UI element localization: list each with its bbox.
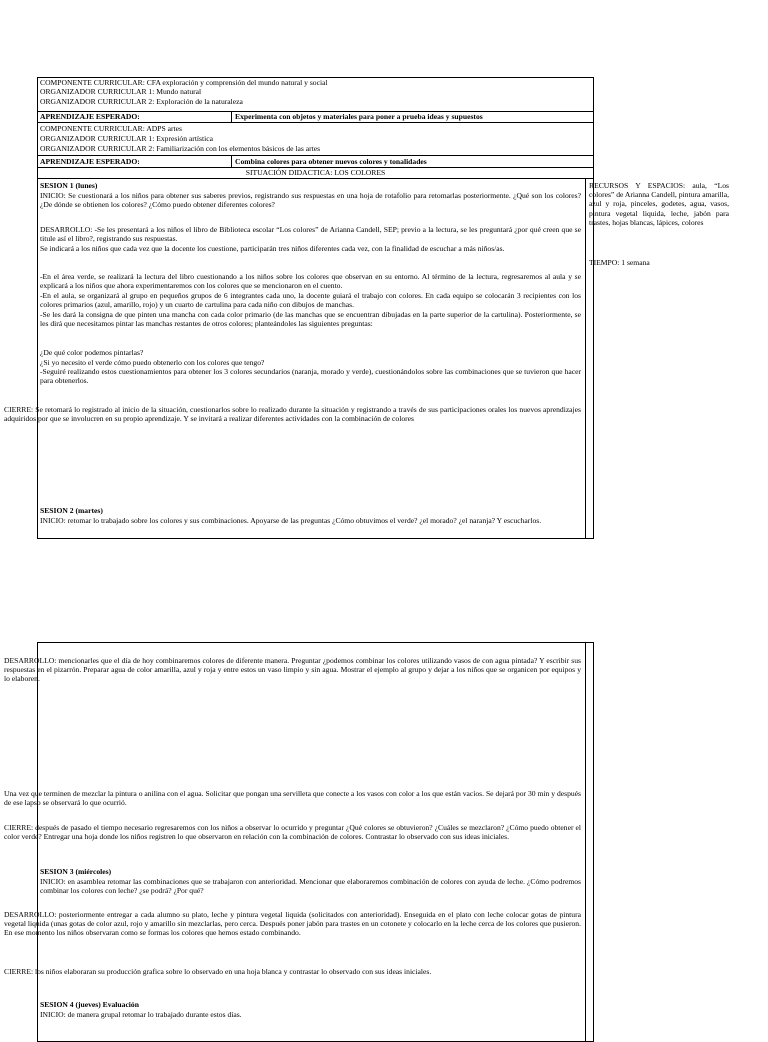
planning-table-page2 <box>37 642 594 1042</box>
sesion-4-title: SESION 4 (jueves) Evaluación <box>40 1000 139 1009</box>
sesion-1-desarrollo: DESARROLLO: -Se les presentará a los niños el libro de Biblioteca escolar “Los colores” de Arianna Candell, SEP; previo a la lectura, se les preguntará ¿por qué creen que se titule así el libro?, registrando sus respuestas. <box>40 225 581 244</box>
sesion-3-cierre: CIERRE: los niños elaboraran su producción grafica sobre lo observado en una hoja blanca y contrastar lo observado con sus ideas iniciales. <box>4 967 432 976</box>
sesion-1-inicio: INICIO: Se cuestionará a los niños para obtener sus saberes previos, registrando sus respuestas en una hoja de rotafolio para retomarlas posteriormente. ¿Qué son los colores? ¿De dónde se obtienen los colores? ¿Cómo puedo obtener diferentes colores? <box>40 191 581 210</box>
componente-curricular-2: COMPONENTE CURRICULAR: ADPS artes <box>40 124 182 133</box>
sesion-3-desarrollo: DESARROLLO: posteriormente entregar a cada alumno su plato, leche y pintura vegetal liquida (solicitados con anterioridad). Enseguida en el plato con leche colocar gotas de pintura vegetal liquida (unas gotas de color azul, rojo y amarillo sin mezclarlas, pero cerca. Después poner jabón para trastes en un cotonete y colocarlo en la leche cerca de los colores que pusieron. En ese momento los niños observaran como se formas los colores que hemos estado combinando. <box>4 910 581 938</box>
divider <box>37 122 594 123</box>
sesion-3-title: SESION 3 (miércoles) <box>40 867 112 876</box>
aprendizaje-label-1: APRENDIZAJE ESPERADO: <box>40 112 140 121</box>
sesion-1-desarrollo-6: -Seguiré realizando estos cuestionamientos para obtener los 3 colores secundarios (naranja, morado y verde), cuestionándolos sobre las combinaciones que se tuvieron que hacer para obtenerlos. <box>40 367 581 386</box>
organizador-2a: ORGANIZADOR CURRICULAR 1: Expresión artística <box>40 134 213 143</box>
tiempo: TIEMPO: 1 semana <box>589 258 650 267</box>
sesion-2-una-vez: Una vez que terminen de mezclar la pintura o anilina con el agua. Solicitar que pongan una servilleta que conecte a los vasos con color a los que están vacíos. Se dejará por 30 min y después de ese lapso se observará lo que ocurrió. <box>4 789 581 808</box>
sesion-2-inicio: INICIO: retomar lo trabajado sobre los colores y sus combinaciones. Apoyarse de las preguntas ¿Cómo obtuvimos el verde? ¿el morado? ¿el naranja? Y escucharlos. <box>40 516 542 525</box>
aprendizaje-label-2: APRENDIZAJE ESPERADO: <box>40 157 140 166</box>
organizador-1b: ORGANIZADOR CURRICULAR 2: Exploración de la naturaleza <box>40 97 243 106</box>
sesion-1-cierre: CIERRE: Se retomará lo registrado al inicio de la situación, cuestionarlos sobre lo realizado durante la situación y registrando a través de sus participaciones orales los nuevos aprendizajes adquiridos por que se involucren en su propio aprendizaje. Y se invitará a realizar diferentes actividades con la combinación de colores <box>4 405 581 424</box>
divider <box>37 178 594 179</box>
organizador-1a: ORGANIZADOR CURRICULAR 1: Mundo natural <box>40 87 202 96</box>
sesion-1-desarrollo-5: -Se les dará la consigna de que pinten una mancha con cada color primario (de las manchas que se encuentran dibujadas en la parte superior de la cartulina). Posteriormente, se les dirá que necesitamos pintar las manchas restantes de otros colores; planteándoles las siguientes preguntas: <box>40 310 581 329</box>
sesion-1-desarrollo-3: -En el área verde, se realizará la lectura del libro cuestionando a los niños sobre los colores que observan en su entorno. Al término de la lectura, regresaremos al aula y se explicará a los niños que ahora experimentaremos con los colores que se mencionaron en el cuento. <box>40 272 581 291</box>
divider <box>585 178 586 539</box>
question-2: ¿Si yo necesito el verde cómo puedo obtenerlo con los colores que tengo? <box>40 358 265 367</box>
sesion-3-inicio: INICIO: en asamblea retomar las combinaciones que se trabajaron con anterioridad. Mencionar que elaboraremos combinación de colores con ayuda de leche. ¿Cómo podremos combinar los colores con leche? ¿se podrá? ¿Por qué? <box>40 877 581 896</box>
recursos-y-espacios: RECURSOS Y ESPACIOS: aula, “Los colores” de Arianna Candell, pintura amarilla, azul y roja, pinceles, godetes, agua, vasos, pintura vegetal liquida, leche, jabón para trastes, hojas blancas, lápices, colores <box>589 181 729 227</box>
situacion-didactica-title: SITUACIÓN DIDACTICA: LOS COLORES <box>245 168 386 177</box>
sesion-1-desarrollo-2: Se indicará a los niños que cada vez que la docente los cuestione, participarán tres niños diferentes cada vez, con la finalidad de escuchar a más niños/as. <box>40 244 505 253</box>
sesion-4-inicio: INICIO: de manera grupal retomar lo trabajado durante estos días. <box>40 1010 242 1019</box>
sesion-2-cierre: CIERRE: después de pasado el tiempo necesario regresaremos con los niños a observar lo ocurrido y preguntar ¿Qué colores se obtuvieron? ¿Cuáles se mezclaron? ¿Cómo puedo obtener el color verde? Entregar una hoja donde los niños registren lo que observaron en relación con la combinación de colores. Contrastar lo observado con sus ideas iniciales. <box>4 823 581 842</box>
divider <box>231 111 232 122</box>
componente-curricular-1: COMPONENTE CURRICULAR: CFA exploración y comprensión del mundo natural y social <box>40 78 328 87</box>
divider <box>231 155 232 167</box>
sesion-1-desarrollo-4: -En el aula, se organizará al grupo en pequeños grupos de 6 integrantes cada uno, la docente guiará el trabajo con colores. En cada equipo se colocarán 3 recipientes con los colores primarios (azul, amarillo, rojo) y un cuarto de cartulina para cada niño con dibujos de manchas. <box>40 291 581 310</box>
divider <box>585 642 586 1042</box>
question-1: ¿De qué color podemos pintarlas? <box>40 348 144 357</box>
organizador-2b: ORGANIZADOR CURRICULAR 2: Familiarización con los elementos básicos de las artes <box>40 144 321 153</box>
aprendizaje-esperado-1: Experimenta con objetos y materiales para poner a prueba ideas y supuestos <box>235 112 483 121</box>
aprendizaje-esperado-2: Combina colores para obtener nuevos colores y tonalidades <box>235 157 427 166</box>
sesion-2-desarrollo: DESARROLLO: mencionarles que el día de hoy combinaremos colores de diferente manera. Preguntar ¿podemos combinar los colores utilizando vasos de con agua pintada? Y escribir sus respuestas en el pizarrón. Preparar agua de color amarilla, azul y roja y entre estos un vaso limpio y sin agua. Mostrar el ejemplo al grupo y dejar a los niños que se organicen por equipos y lo elaboren. <box>4 656 581 684</box>
divider <box>37 155 594 156</box>
sesion-2-title: SESION 2 (martes) <box>40 506 103 515</box>
sesion-1-title: SESION 1 (lunes) <box>40 181 98 190</box>
